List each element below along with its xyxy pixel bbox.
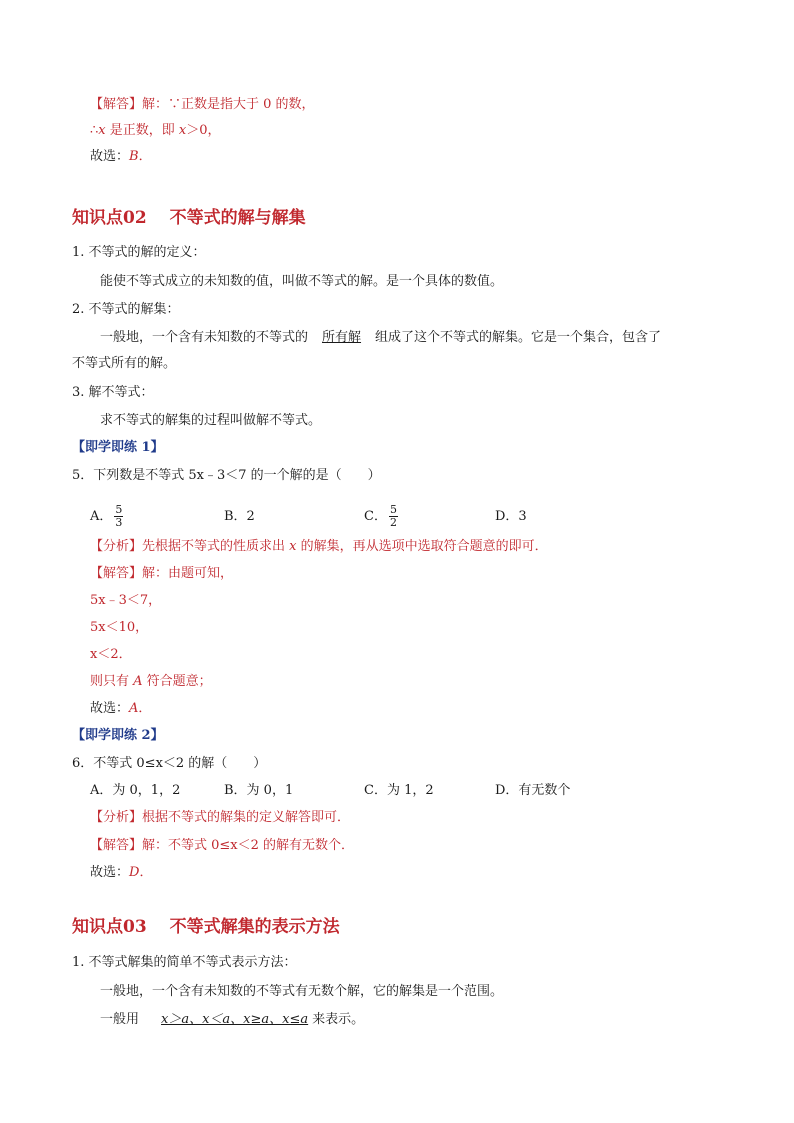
text: 故选： [90, 149, 130, 164]
step-1: 5x﹣3＜7， [90, 593, 162, 608]
solution-set-text-2: 不等式所有的解。 [72, 356, 177, 371]
text: 则只有 [90, 674, 134, 689]
choose-line [90, 700, 151, 718]
text: 故选： [90, 865, 130, 880]
answer-letter: B [129, 149, 139, 164]
numerator: 5 [389, 503, 397, 516]
text: 组成了这个不等式的解集。它是一个集合，包含了 [375, 330, 662, 345]
analysis-line [90, 538, 548, 556]
answer-text: 【解答】解：∵正数是指大于 0 的数， [90, 97, 315, 112]
exercise-tag-2: 【即学即练 2】 [72, 728, 164, 743]
question-5: 5．下列数是不等式 5x﹣3＜7 的一个解的是（ ） [72, 468, 381, 483]
option-d: D．3 [495, 509, 527, 524]
prev-answer-line [90, 96, 315, 114]
solution-line: 【解答】解：由题可知， [90, 566, 234, 581]
item-1: 1. 不等式解集的简单不等式表示方法： [72, 955, 297, 970]
option-b: B．为 0，1 [224, 783, 294, 798]
text: 符合题意； [142, 674, 212, 689]
text: ． [138, 149, 152, 164]
text: 一般地，一个含有未知数的不等式的 [100, 330, 309, 345]
question-6: 6．不等式 0≤x＜2 的解（ ） [72, 756, 267, 771]
var-x: x [289, 539, 297, 554]
option-b: B．2 [224, 509, 255, 524]
text: ∴ [90, 123, 99, 138]
item-1: 1. 不等式的解的定义： [72, 245, 206, 260]
exercise-tag-1: 【即学即练 1】 [72, 440, 164, 455]
item-3: 3. 解不等式： [72, 385, 154, 400]
option-a: A．为 0，1，2 [90, 783, 181, 798]
option-a [90, 502, 123, 532]
step-2: 5x＜10， [90, 620, 149, 635]
text: 【分析】先根据不等式的性质求出 [90, 539, 290, 554]
solution-line: 【解答】解：不等式 0≤x＜2 的解有无数个． [90, 838, 355, 853]
answer-letter: A [129, 701, 139, 716]
analysis-line: 【分析】根据不等式的解集的定义解答即可． [90, 810, 351, 825]
prev-answer-line-2 [90, 122, 221, 140]
text: 一般用 [100, 1012, 140, 1027]
denominator: 3 [115, 516, 123, 529]
step-4 [90, 673, 212, 691]
fill-blank: x＞a、x＜a、x≥a、x≤a [161, 1012, 309, 1027]
var-x: x [98, 123, 106, 138]
option-label: A． [90, 509, 113, 524]
section-heading-03: 知识点03 不等式解集的表示方法 [72, 917, 340, 937]
text: 故选： [90, 701, 130, 716]
solve-definition: 求不等式的解集的过程叫做解不等式。 [100, 413, 322, 428]
section-heading-02: 知识点02 不等式的解与解集 [72, 208, 306, 228]
option-c: C．为 1，2 [364, 783, 434, 798]
prev-choose-line [90, 148, 152, 166]
option-d: D．有无数个 [495, 783, 571, 798]
text: ＞0， [186, 123, 221, 138]
text: 来表示。 [312, 1012, 365, 1027]
answer-letter: A [133, 674, 143, 689]
item-2: 2. 不等式的解集： [72, 302, 180, 317]
text: 的解集，再从选项中选取符合题意的即可． [296, 539, 548, 554]
option-c [364, 502, 398, 532]
text: ． [139, 865, 153, 880]
text: 是正数，即 [105, 123, 179, 138]
fraction [114, 504, 123, 529]
definition-text: 能使不等式成立的未知数的值，叫做不等式的解。是一个具体的数值。 [100, 274, 504, 289]
denominator: 2 [389, 516, 397, 529]
notation-text [100, 1011, 364, 1029]
text: ． [138, 701, 152, 716]
var-x: x [178, 123, 187, 138]
step-3: x＜2． [90, 647, 132, 662]
option-label: C． [364, 509, 387, 524]
fill-blank: 所有解 [322, 330, 362, 345]
range-text: 一般地，一个含有未知数的不等式有无数个解，它的解集是一个范围。 [100, 984, 504, 999]
solution-set-text [100, 329, 661, 347]
choose-line [90, 864, 152, 882]
numerator: 5 [115, 503, 123, 516]
answer-letter: D [129, 865, 140, 880]
fraction [389, 504, 398, 529]
